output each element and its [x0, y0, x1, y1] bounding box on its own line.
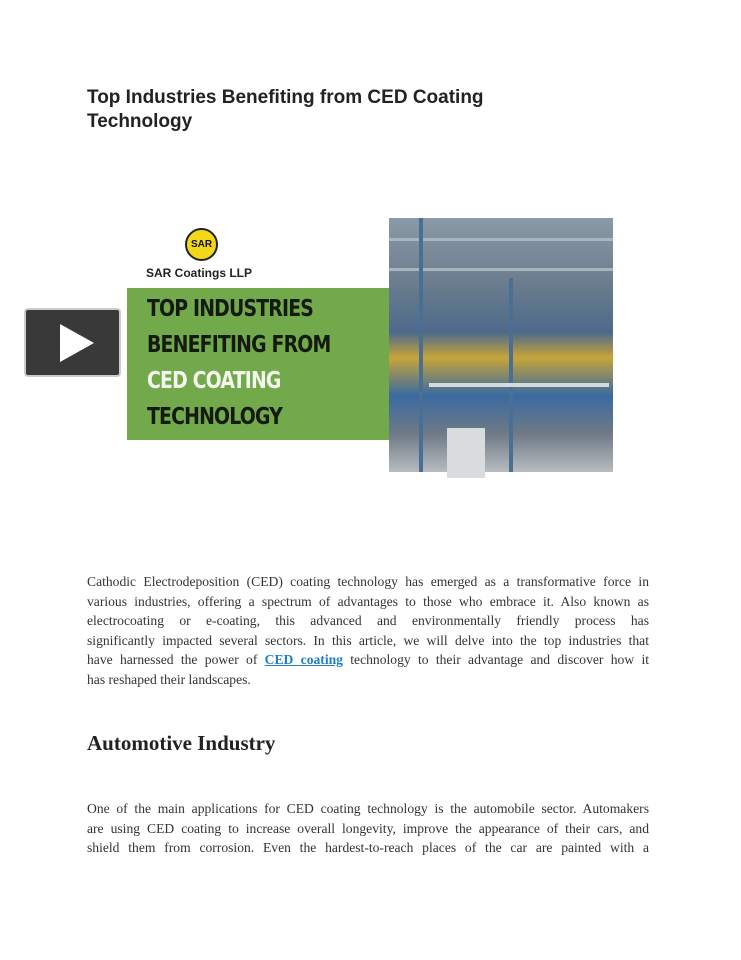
banner-line: CED COATING — [147, 368, 281, 394]
company-name: SAR Coatings LLP — [146, 266, 253, 280]
text-line: One of the main applications for CED coating technology is the automobile sector. Automakers — [87, 801, 649, 816]
banner — [127, 288, 389, 440]
steel-column — [419, 218, 423, 472]
title-line: Technology — [87, 111, 193, 132]
banner-line: BENEFITING FROM — [147, 332, 331, 358]
text-line: are using CED coating to increase overall longevity, improve the appearance of their cars, and — [87, 820, 649, 836]
text-line: has reshaped their landscapes. — [87, 671, 251, 687]
factory-photo — [389, 218, 613, 472]
ced-coating-link[interactable]: CED coating — [264, 652, 343, 667]
steel-column — [509, 278, 513, 472]
text-line — [87, 650, 649, 670]
play-button[interactable] — [24, 308, 121, 377]
title-line: Top Industries Benefiting from CED Coating — [87, 87, 484, 108]
text: technology to their advantage and discover how it — [342, 652, 649, 667]
logo-text: SAR — [190, 239, 213, 250]
hero-video-thumbnail[interactable] — [60, 215, 620, 480]
text-line: significantly impacted several sectors. In this article, we will delve into the top industries that — [87, 632, 649, 648]
banner-line: TOP INDUSTRIES — [147, 296, 314, 322]
intro-paragraph — [87, 572, 649, 689]
company-logo — [185, 228, 218, 261]
pipe — [429, 383, 609, 387]
text-line: shield them from corrosion. Even the hardest-to-reach places of the car are painted with a — [87, 840, 649, 855]
section-heading-automotive: Automotive Industry — [87, 731, 276, 755]
text: have harnessed the power of — [87, 652, 265, 667]
text-line: Cathodic Electrodeposition (CED) coating technology has emerged as a transformative force in — [87, 574, 649, 589]
text-line: electrocoating or e-coating, this advanced and environmentally friendly process has — [87, 613, 649, 628]
automotive-paragraph — [87, 799, 649, 858]
page-title — [87, 86, 507, 134]
control-cabinet — [447, 428, 485, 478]
banner-line: TECHNOLOGY — [147, 404, 283, 430]
text-line: various industries, offering a spectrum of advantages to those who embrace it. Also known as — [87, 593, 649, 609]
